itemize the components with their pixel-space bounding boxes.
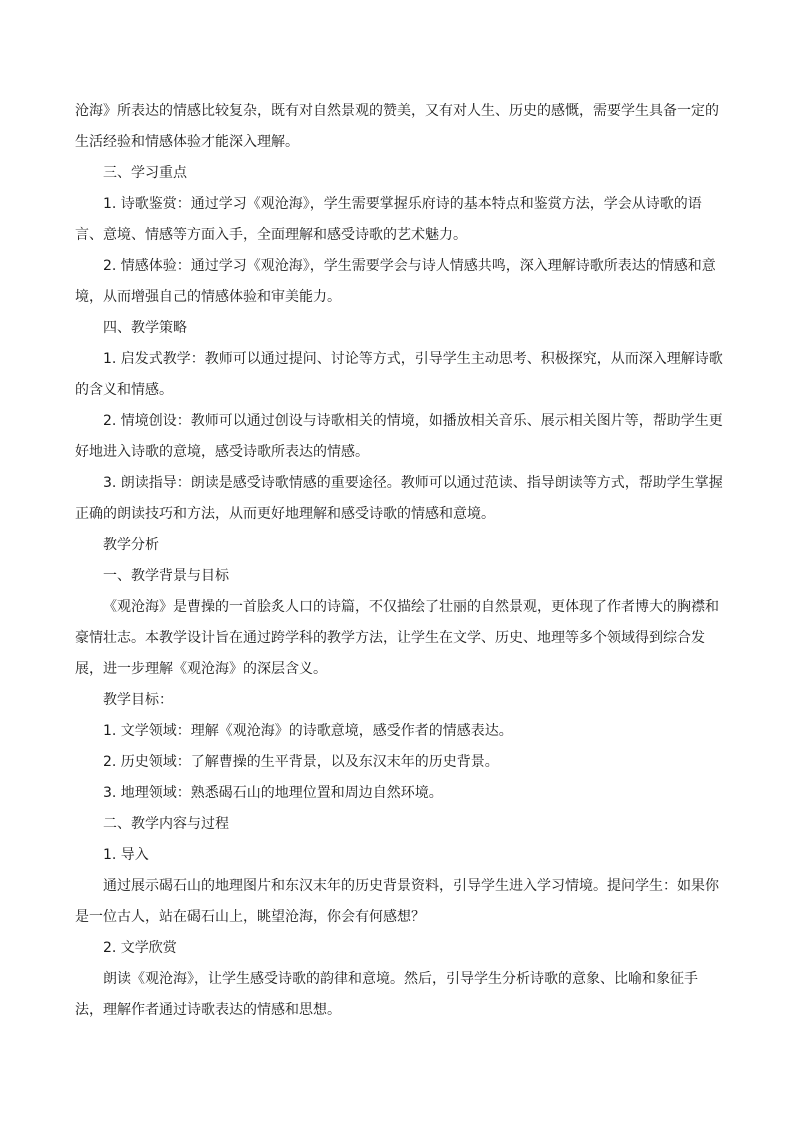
list-item-history-goal: 2. 历史领域：了解曹操的生平背景，以及东汉末年的历史背景。 (103, 754, 499, 770)
list-item-poetry-appreciation: 1. 诗歌鉴赏：通过学习《观沧海》，学生需要掌握乐府诗的基本特点和鉴赏方法，学会从诗歌的语言、意境、情感等方面入手，全面理解和感受诗歌的艺术魅力。 (75, 196, 702, 243)
section-heading-content-process: 二、教学内容与过程 (103, 816, 229, 832)
paragraph-continued-text: 沧海》所表达的情感比较复杂，既有对自然景观的赞美，又有对人生、历史的感慨，需要学生具备一定的生活经验和情感体验才能深入理解。 (75, 103, 719, 150)
document-body (75, 96, 725, 1026)
label-teaching-goals: 教学目标： (103, 692, 173, 708)
list-item-situation-creation: 2. 情境创设：教师可以通过创设与诗歌相关的情境，如播放相关音乐、展示相关图片等，帮助学生更好地进入诗歌的意境，感受诗歌所表达的情感。 (75, 413, 723, 460)
list-item-geography-goal: 3. 地理领域：熟悉碣石山的地理位置和周边自然环境。 (103, 785, 443, 801)
paragraph-literary-appreciation: 朗读《观沧海》，让学生感受诗歌的韵律和意境。然后，引导学生分析诗歌的意象、比喻和象征手法，理解作者通过诗歌表达的情感和思想。 (75, 971, 698, 1018)
section-heading-learning-focus: 三、学习重点 (103, 165, 187, 181)
list-item-reading-guidance: 3. 朗读指导：朗读是感受诗歌情感的重要途径。教师可以通过范读、指导朗读等方式，帮助学生掌握正确的朗读技巧和方法，从而更好地理解和感受诗歌的情感和意境。 (75, 475, 723, 522)
list-item-literature-goal: 1. 文学领域：理解《观沧海》的诗歌意境，感受作者的情感表达。 (103, 723, 513, 739)
list-item-heuristic-teaching: 1. 启发式教学：教师可以通过提问、讨论等方式，引导学生主动思考、积极探究，从而深入理解诗歌的含义和情感。 (75, 351, 723, 398)
paragraph-introduction: 通过展示碣石山的地理图片和东汉末年的历史背景资料，引导学生进入学习情境。提问学生：如果你是一位古人，站在碣石山上，眺望沧海，你会有何感想？ (75, 878, 719, 925)
subheading-literary-appreciation: 2. 文学欣赏 (103, 940, 177, 956)
heading-teaching-analysis: 教学分析 (103, 537, 159, 553)
section-heading-teaching-strategy: 四、教学策略 (103, 320, 187, 336)
section-heading-background-goals: 一、教学背景与目标 (103, 568, 229, 584)
list-item-emotional-experience: 2. 情感体验：通过学习《观沧海》，学生需要学会与诗人情感共鸣，深入理解诗歌所表达的情感和意境，从而增强自己的情感体验和审美能力。 (75, 258, 716, 305)
paragraph-background: 《观沧海》是曹操的一首脍炙人口的诗篇，不仅描绘了壮丽的自然景观，更体现了作者博大的胸襟和豪情壮志。本教学设计旨在通过跨学科的教学方法，让学生在文学、历史、地理等多个领域得到综合发展，进一步理解《观沧海》的深层含义。 (75, 599, 719, 677)
subheading-introduction: 1. 导入 (103, 847, 149, 863)
